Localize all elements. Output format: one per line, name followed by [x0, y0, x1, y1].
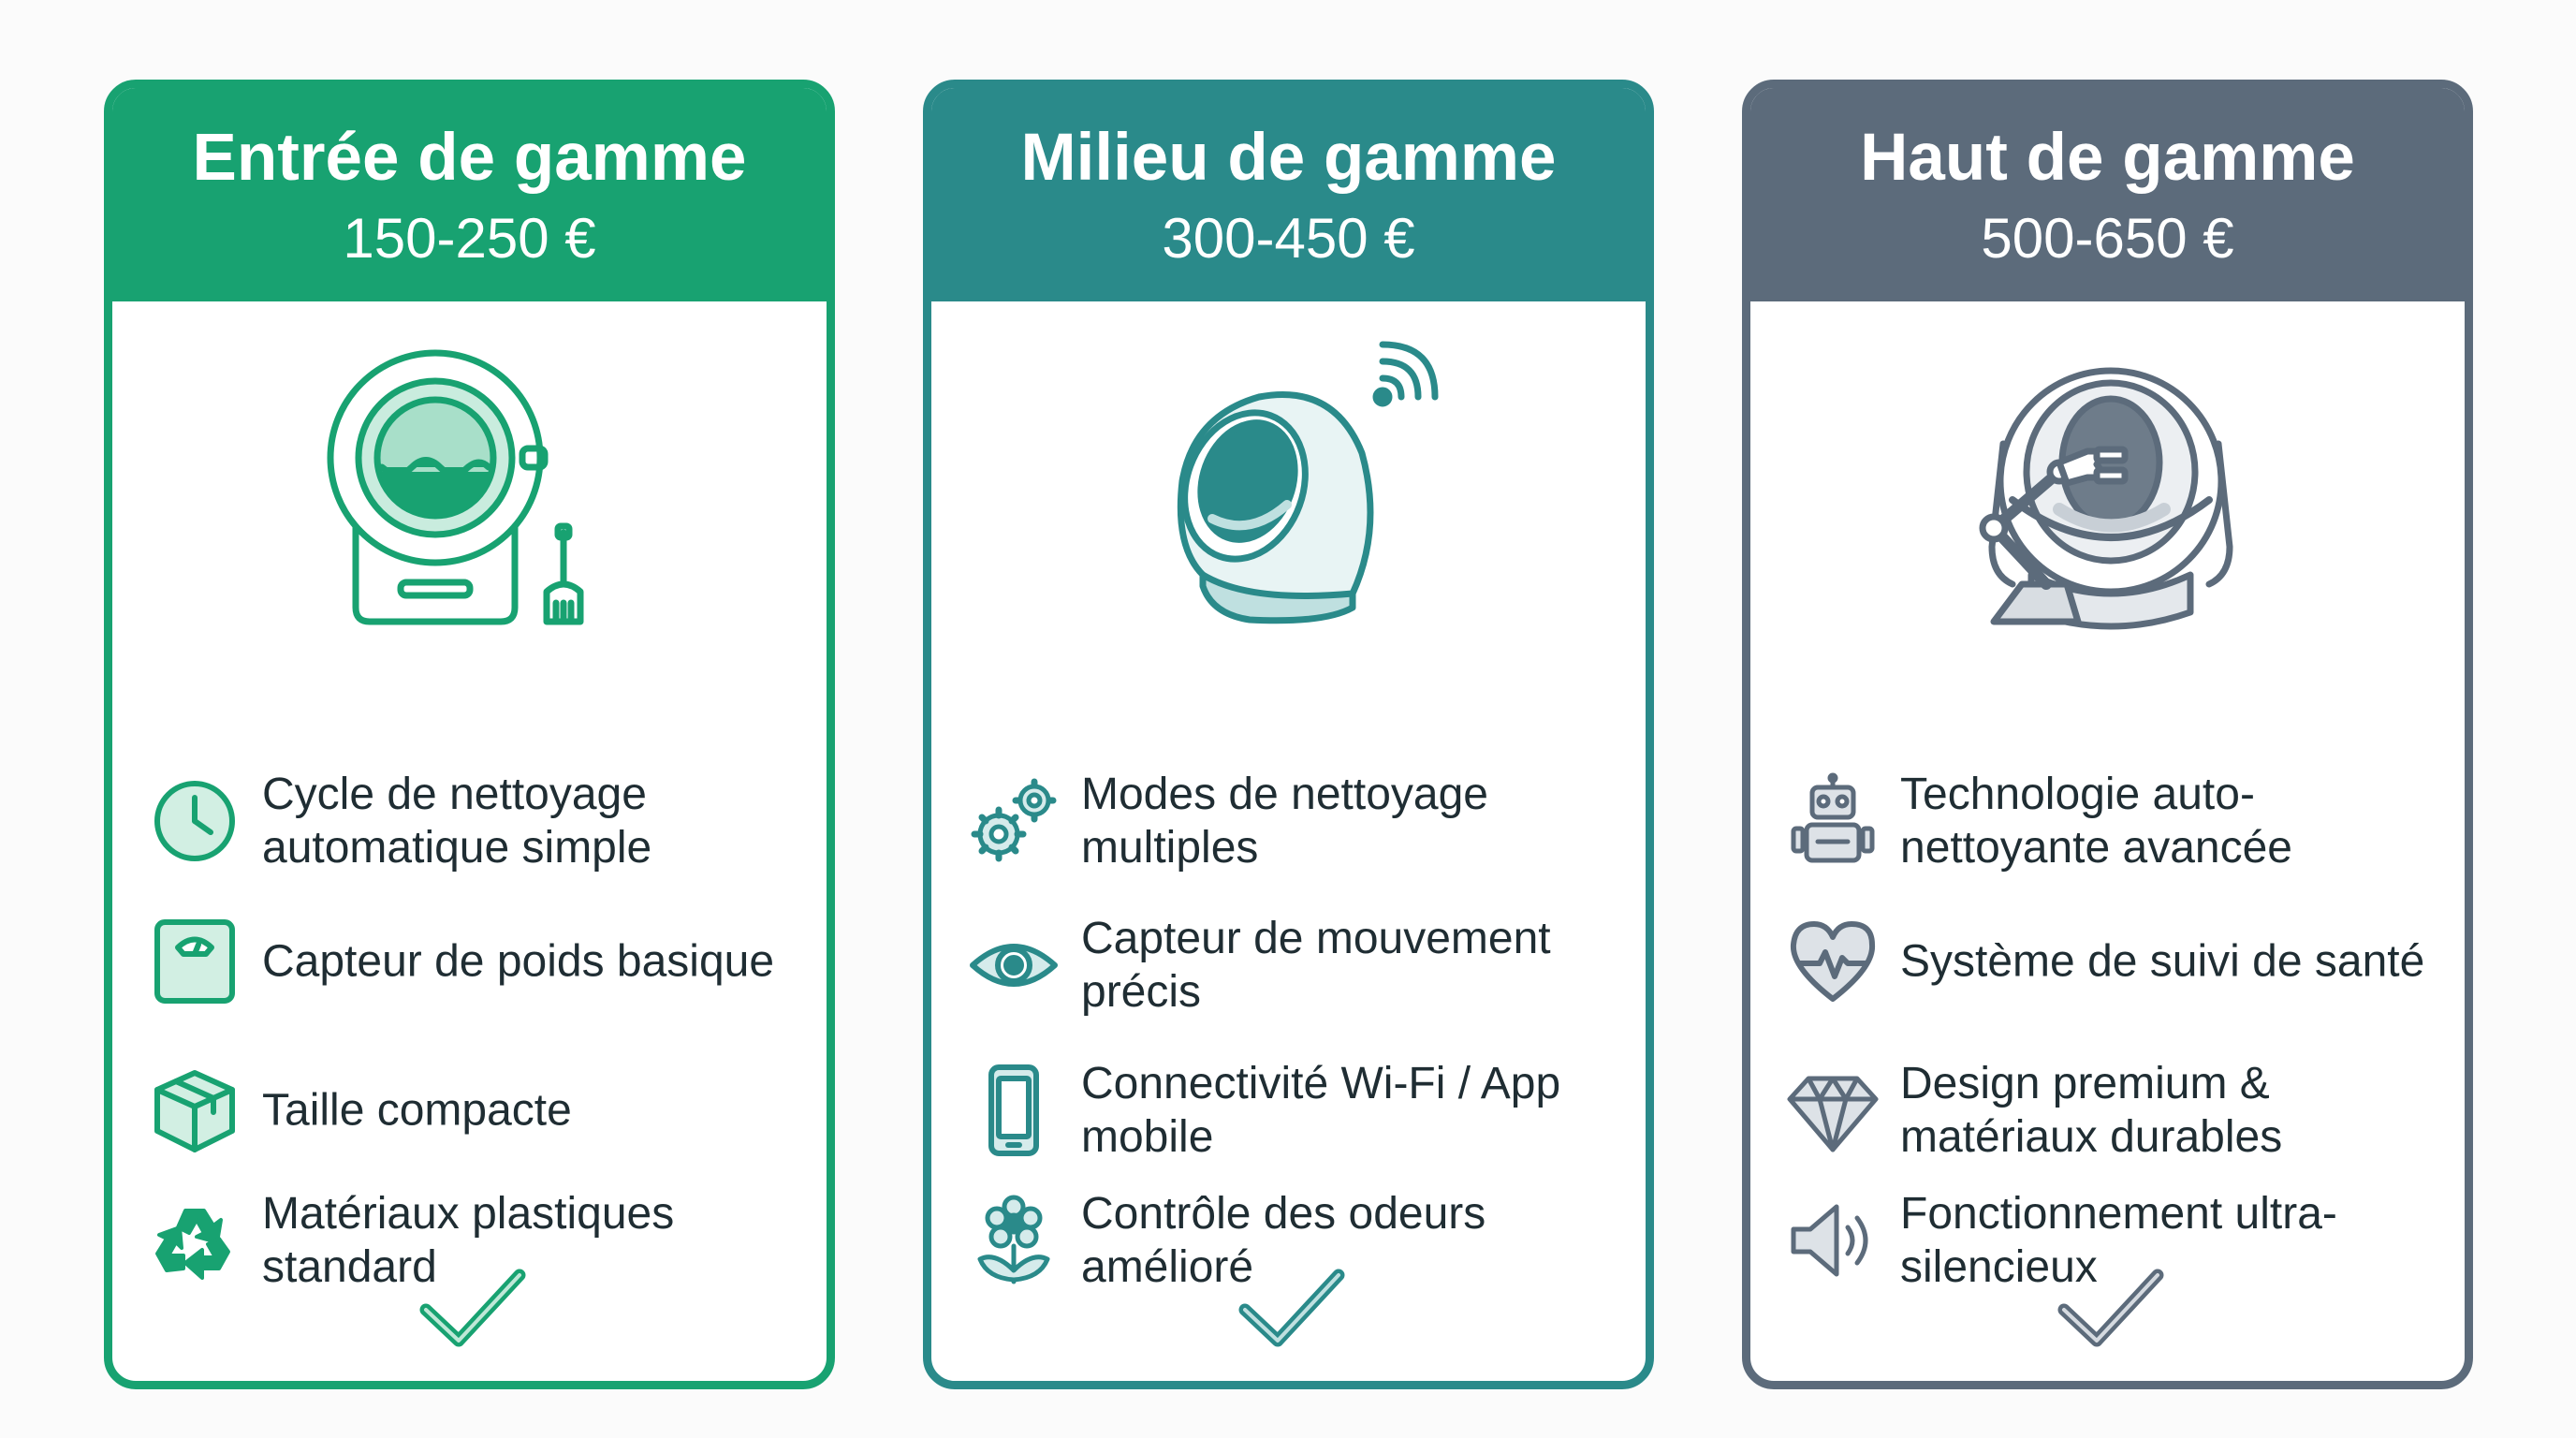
tier-header [1750, 88, 2465, 301]
feature-text: Fonctionnement ultra-silencieux [1900, 1189, 2337, 1292]
tier-header [931, 88, 1646, 301]
box-icon [150, 1064, 243, 1157]
gears-icon [969, 774, 1062, 868]
feature-text: Matériaux plastiques standard [262, 1189, 675, 1292]
feature-item [959, 760, 1643, 882]
feature-item [959, 904, 1643, 1026]
litter-box-premium-illustration [1956, 341, 2265, 650]
check-icon [1231, 1258, 1353, 1361]
check-icon [412, 1258, 534, 1361]
feature-item [959, 1049, 1643, 1171]
feature-item [1778, 1049, 2462, 1171]
feature-text: Modes de nettoyage multiples [1081, 770, 1488, 873]
eye-icon [969, 918, 1062, 1012]
heart-pulse-icon [1788, 915, 1881, 1008]
speaker-icon [1788, 1194, 1881, 1287]
smartphone-icon [969, 1064, 1062, 1157]
clock-icon [150, 774, 243, 868]
recycle-icon [150, 1194, 243, 1287]
tier-card-mid [923, 80, 1654, 1389]
feature-text: Design premium & matériaux durables [1900, 1059, 2283, 1162]
tier-title: Entrée de gamme [192, 121, 747, 195]
litter-box-smart-illustration [1137, 341, 1446, 650]
tier-card-premium [1742, 80, 2473, 1389]
tier-price: 300-450 € [1162, 207, 1415, 270]
scale-icon [150, 915, 243, 1008]
robot-icon [1788, 774, 1881, 868]
feature-text: Capteur de mouvement précis [1081, 914, 1551, 1017]
feature-text: Connectivité Wi-Fi / App mobile [1081, 1059, 1561, 1162]
feature-item [140, 901, 824, 1022]
feature-text: Système de suivi de santé [1900, 936, 2425, 987]
feature-text: Cycle de nettoyage automatique simple [262, 770, 652, 873]
check-icon [2050, 1258, 2172, 1361]
feature-item [1778, 901, 2462, 1022]
feature-item [140, 760, 824, 882]
tier-price: 500-650 € [1981, 207, 2234, 270]
tier-card-entry [104, 80, 835, 1389]
tier-title: Haut de gamme [1860, 121, 2355, 195]
feature-text: Contrôle des odeurs amélioré [1081, 1189, 1486, 1292]
litter-box-basic-illustration [318, 341, 627, 650]
diamond-icon [1788, 1064, 1881, 1157]
feature-item [1778, 760, 2462, 882]
feature-text: Capteur de poids basique [262, 936, 775, 987]
feature-item [140, 1049, 824, 1171]
tier-title: Milieu de gamme [1020, 121, 1557, 195]
tier-price: 150-250 € [343, 207, 596, 270]
feature-text: Technologie auto-nettoyante avancée [1900, 770, 2292, 873]
feature-text: Taille compacte [262, 1085, 572, 1136]
tier-header [112, 88, 827, 301]
flower-icon [969, 1194, 1062, 1287]
